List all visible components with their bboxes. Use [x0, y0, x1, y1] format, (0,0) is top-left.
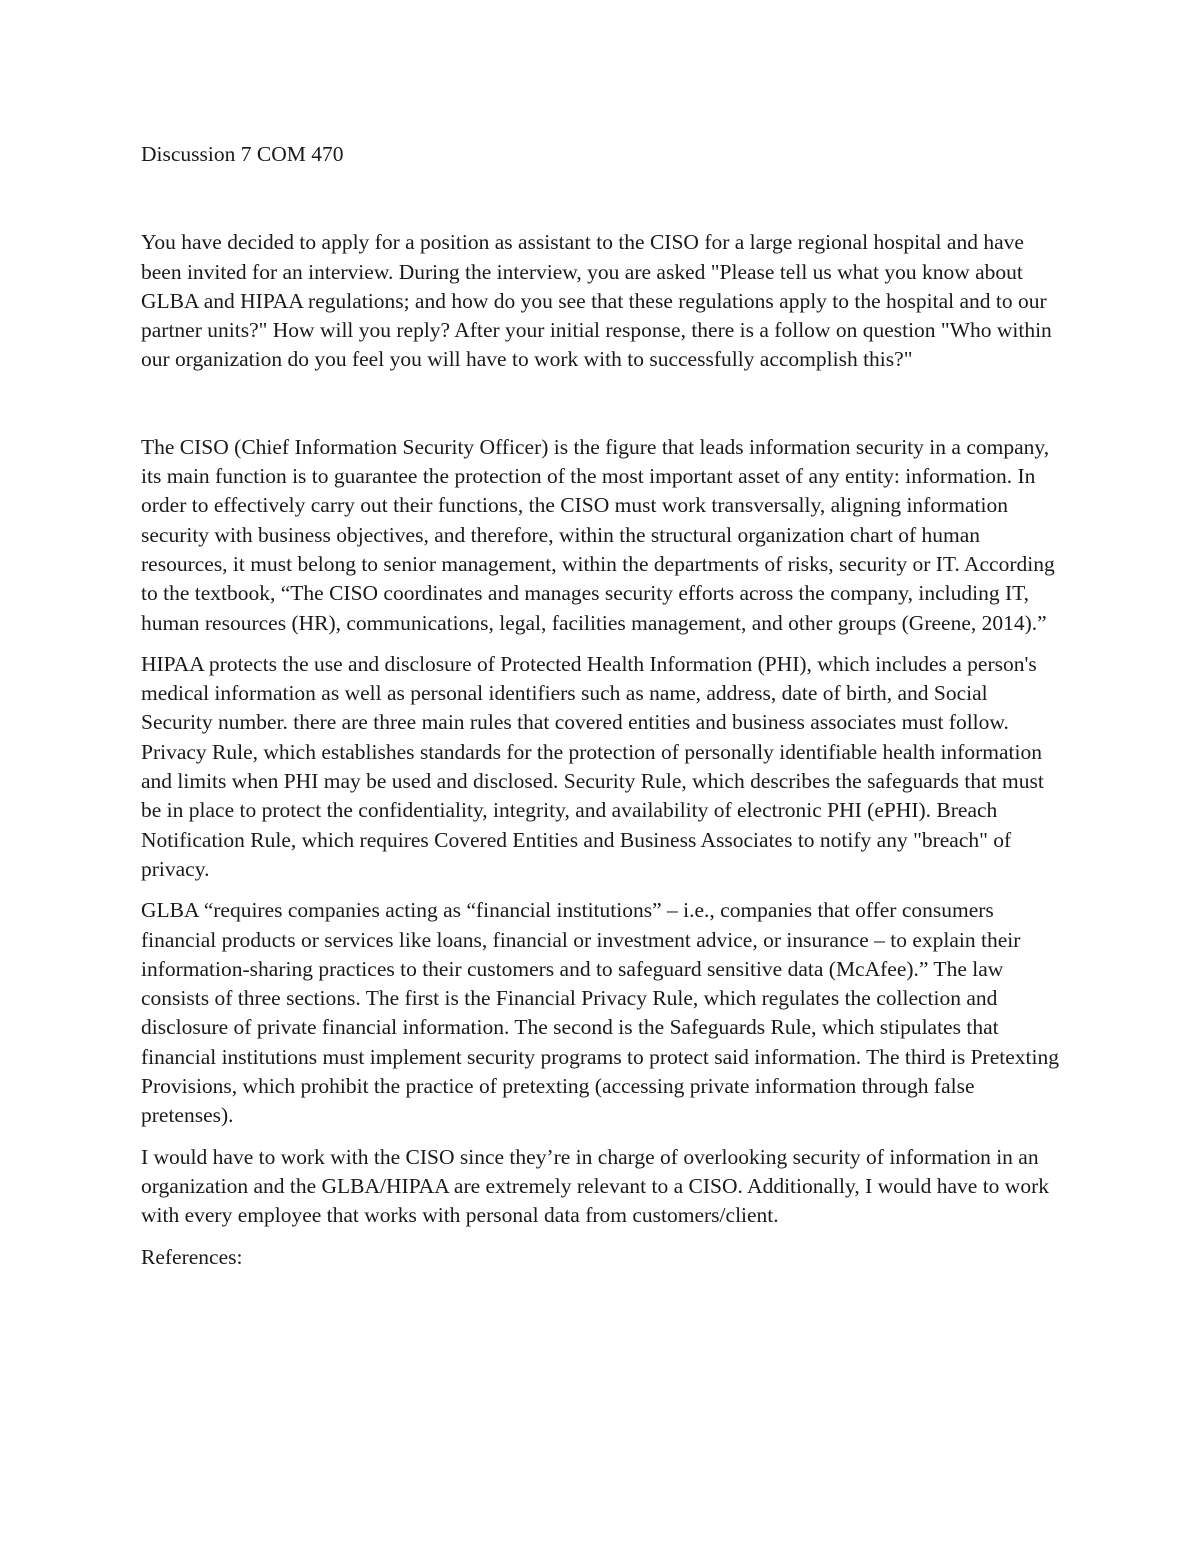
paragraph-collaboration: I would have to work with the CISO since they’re in charge of overlooking security of information in an organization and the GLBA/HIPAA are extremely relevant to a CISO. Additionally, I would have to work with every employee that works with personal data from customers/client.	[141, 1144, 1049, 1228]
paragraph-glba: GLBA “requires companies acting as “financial institutions” – i.e., companies that offer consumers financial products or services like loans, financial or investment advice, or insurance – to explain their information-sharing practices to their customers and to safeguard sensitive data (McAfee).” The law consists of three sections. The first is the Financial Privacy Rule, which regulates the collection and disclosure of private financial information. The second is the Safeguards Rule, which stipulates that financial institutions must implement security programs to protect said information. The third is Pretexting Provisions, which prohibit the practice of pretexting (accessing private information through false pretenses).	[141, 898, 1059, 1128]
document-body	[141, 140, 1063, 1272]
paragraph-hipaa: HIPAA protects the use and disclosure of Protected Health Information (PHI), which includes a person's medical information as well as personal identifiers such as name, address, date of birth, and Social Security number. there are three main rules that covered entities and business associates must follow. Privacy Rule, which establishes standards for the protection of personally identifiable health information and limits when PHI may be used and disclosed. Security Rule, which describes the safeguards that must be in place to protect the confidentiality, integrity, and availability of electronic PHI (ePHI). Breach Notification Rule, which requires Covered Entities and Business Associates to notify any "breach" of privacy.	[141, 651, 1044, 881]
discussion-prompt: You have decided to apply for a position as assistant to the CISO for a large regional hospital and have been invited for an interview. During the interview, you are asked "Please tell us what you know about GLBA and HIPAA regulations; and how do you see that these regulations apply to the hospital and to our partner units?" How will you reply? After your initial response, there is a follow on question "Who within our organization do you feel you will have to work with to successfully accomplish this?"	[141, 230, 1052, 372]
paragraph-ciso: The CISO (Chief Information Security Officer) is the figure that leads information security in a company, its main function is to guarantee the protection of the most important asset of any entity: information. In order to effectively carry out their functions, the CISO must work transversally, aligning information security with business objectives, and therefore, within the structural organization chart of human resources, it must belong to senior management, within the departments of risks, security or IT. According to the textbook, “The CISO coordinates and manages security efforts across the company, including IT, human resources (HR), communications, legal, facilities management, and other groups (Greene, 2014).”	[141, 434, 1055, 635]
references-heading: References:	[141, 1244, 243, 1269]
document-title: Discussion 7 COM 470	[141, 142, 344, 166]
